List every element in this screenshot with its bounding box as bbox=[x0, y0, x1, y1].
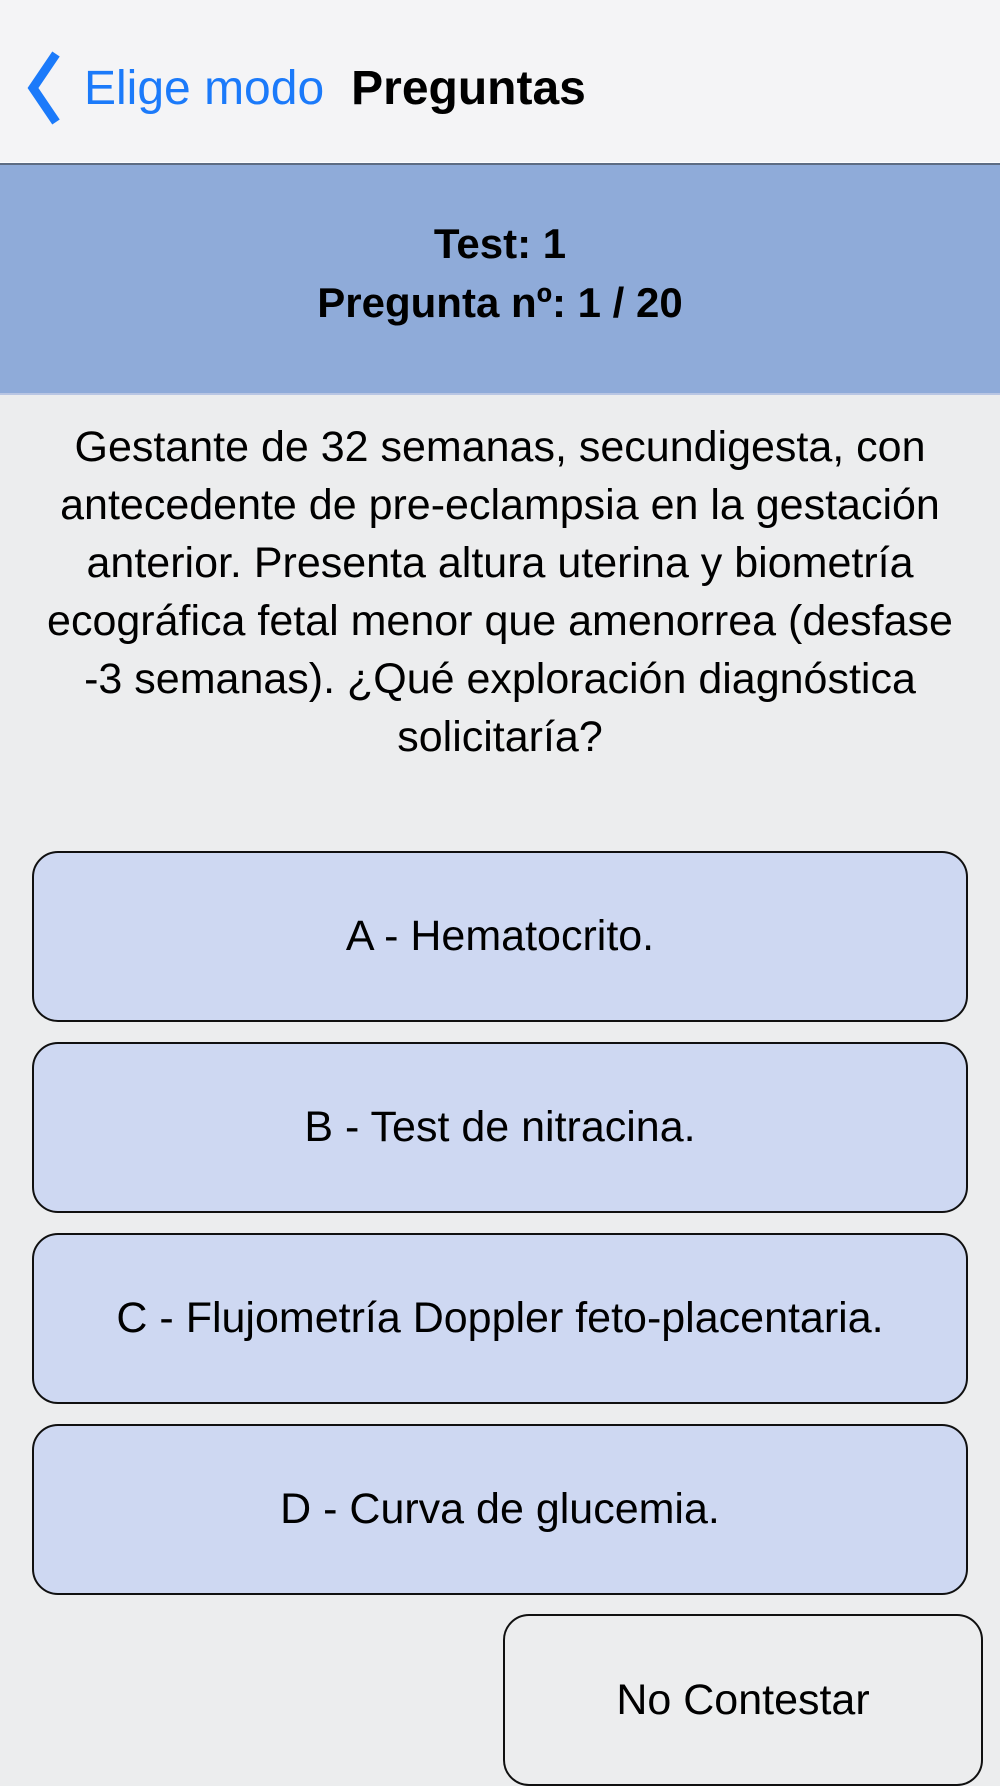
question-counter-label: Pregunta nº: 1 / 20 bbox=[317, 279, 683, 326]
no-answer-button[interactable] bbox=[503, 1614, 983, 1786]
answer-label-a: A - Hematocrito. bbox=[345, 912, 655, 960]
answer-list bbox=[32, 851, 968, 1595]
test-info-banner bbox=[0, 163, 1000, 395]
navigation-bar bbox=[0, 0, 1000, 163]
answer-label-c: C - Flujometría Doppler feto-placentaria. bbox=[116, 1294, 884, 1342]
page-title: Preguntas bbox=[351, 61, 586, 115]
chevron-left-icon bbox=[26, 50, 60, 126]
answer-label-b: B - Test de nitracina. bbox=[304, 1103, 696, 1151]
back-button[interactable] bbox=[26, 50, 324, 126]
question-text: Gestante de 32 semanas, secundigesta, con antecedente de pre-eclampsia en la gestación anterior. Presenta altura uterina y biometría ecográfica fetal menor que amenorrea (desfase -3 semanas). ¿Qué exploración diagnóstica solicitaría? bbox=[47, 423, 953, 761]
answer-button-c[interactable] bbox=[32, 1233, 968, 1404]
no-answer-button-label: No Contestar bbox=[616, 1675, 870, 1724]
answer-label-d: D - Curva de glucemia. bbox=[280, 1485, 720, 1533]
answer-button-d[interactable] bbox=[32, 1424, 968, 1595]
answer-button-a[interactable] bbox=[32, 851, 968, 1022]
answer-button-b[interactable] bbox=[32, 1042, 968, 1213]
back-button-label: Elige modo bbox=[84, 61, 325, 115]
test-number-label: Test: 1 bbox=[433, 220, 567, 267]
